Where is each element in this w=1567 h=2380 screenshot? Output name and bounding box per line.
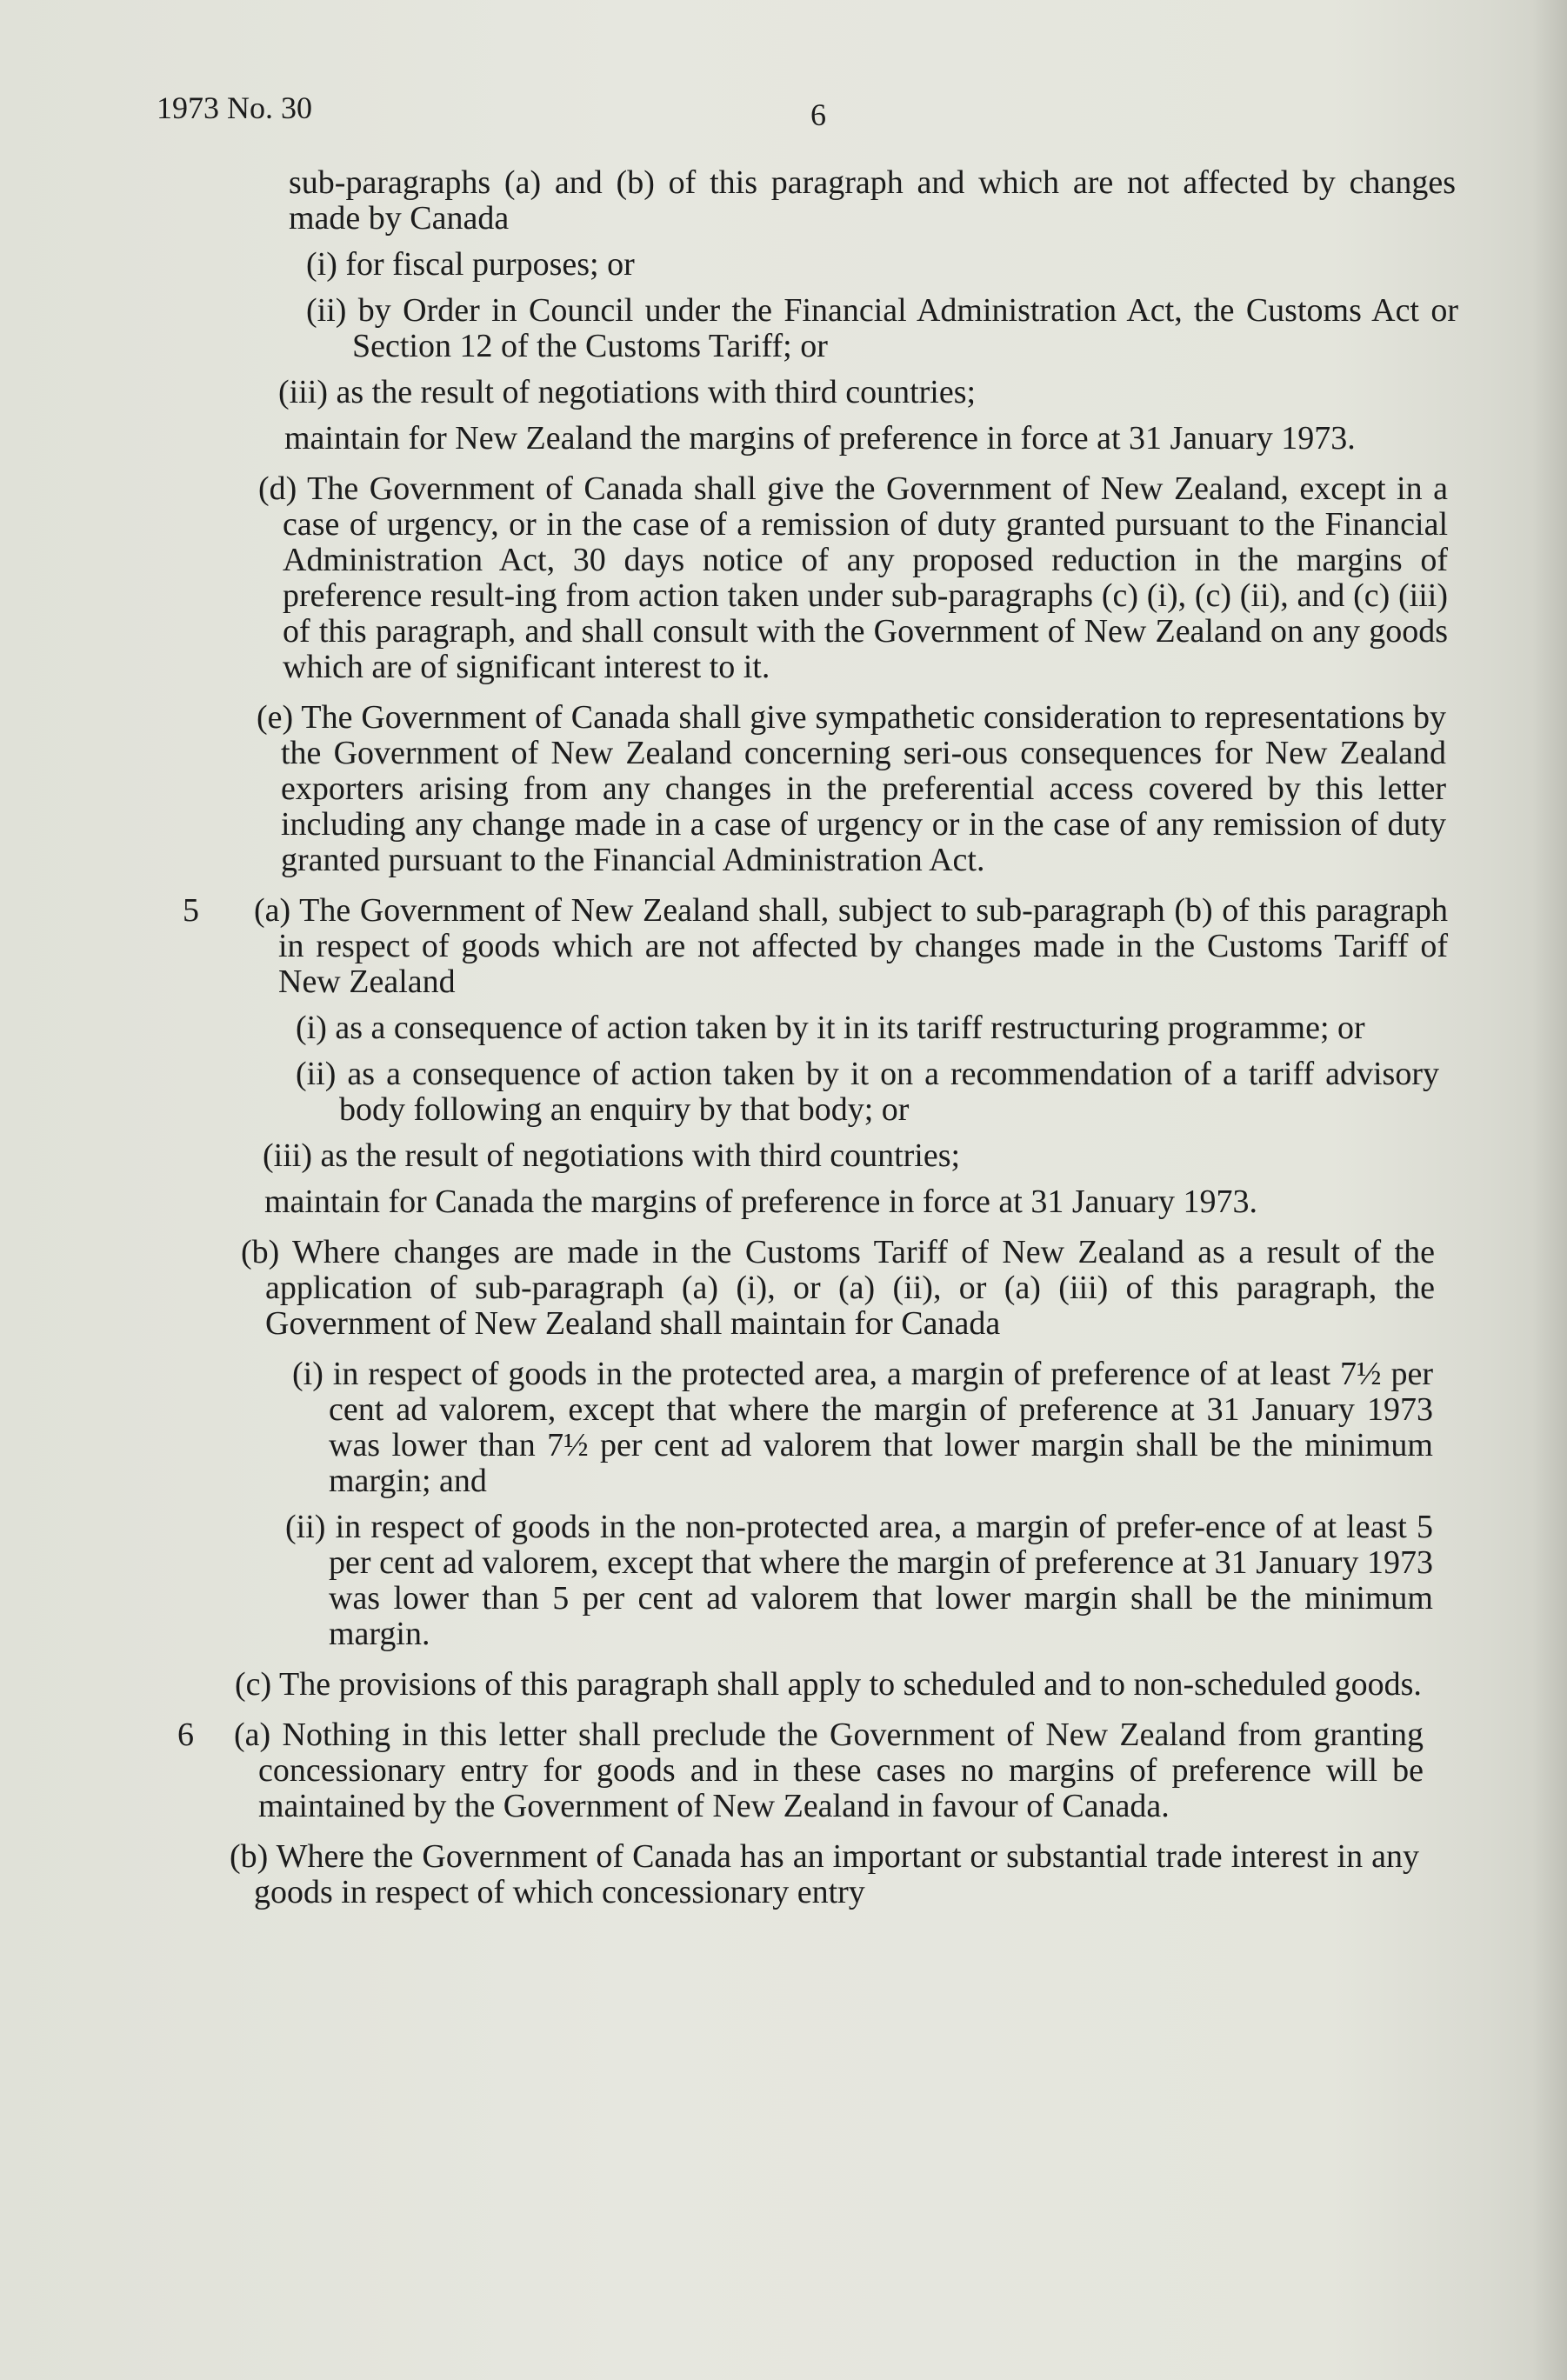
paragraph-6a — [177, 1717, 1424, 1824]
paragraph-6b: (b) Where the Government of Canada has an important or substantial trade interest in any goods in respect of which concessionary entry — [230, 1838, 1419, 1910]
page-header — [157, 90, 1463, 133]
paragraph-5a-i: (i) as a consequence of action taken by it in its tariff restructuring programme; or — [296, 1010, 1365, 1046]
paragraph-intro: sub-paragraphs (a) and (b) of this paragraph and which are not affected by changes made by Canada — [289, 164, 1456, 237]
paragraph-5a — [183, 892, 1448, 1000]
paragraph-5b-i: (i) in respect of goods in the protected area, a margin of preference of at least 7½ per cent ad valorem, except that where the margin of preference at 31 January 1973 was lower than 7½ per cent ad valorem that lower margin shall be the minimum margin; and — [292, 1356, 1433, 1499]
section-number-6: 6 — [177, 1717, 194, 1753]
paragraph-5a-ii: (ii) as a consequence of action taken by it on a recommendation of a tariff advisory body following an enquiry by that body; or — [296, 1056, 1439, 1128]
section-number-5: 5 — [183, 892, 199, 929]
paragraph-5b-ii: (ii) in respect of goods in the non-protected area, a margin of prefer-ence of at least 5 per cent ad valorem, except that where the margin of preference at 31 January 1973 was lower than 5 per cent ad valorem that lower margin shall be the minimum margin. — [285, 1509, 1433, 1652]
paragraph-5a-maintain: maintain for Canada the margins of preference in force at 31 January 1973. — [264, 1183, 1258, 1220]
paragraph-5a-iii: (iii) as the result of negotiations with third countries; — [263, 1137, 961, 1174]
statute-reference: 1973 No. 30 — [157, 90, 312, 125]
paragraph-5c: (c) The provisions of this paragraph shall apply to scheduled and to non-scheduled goods. — [235, 1666, 1422, 1703]
paragraph-c-iii: (iii) as the result of negotiations with third countries; — [278, 374, 977, 410]
paragraph-c-maintain: maintain for New Zealand the margins of preference in force at 31 January 1973. — [284, 420, 1356, 457]
paragraph-5b: (b) Where changes are made in the Customs Tariff of New Zealand as a result of the application of sub-paragraph (a) (i), or (a) (ii), or (a) (iii) of this paragraph, the Government of New Zealand shall maintain for Canada — [241, 1234, 1435, 1342]
page-number: 6 — [810, 97, 826, 132]
paragraph-4e: (e) The Government of Canada shall give sympathetic consideration to representations by the Government of New Zealand concerning seri-ous consequences for New Zealand exporters arising from any changes in the preferential access covered by this letter including any change made in a case of urgency or in the case of any remission of duty granted pursuant to the Financial Administration Act. — [257, 699, 1446, 878]
paragraph-5a-text: (a) The Government of New Zealand shall, subject to sub-paragraph (b) of this paragraph in respect of goods which are not affected by changes made in the Customs Tariff of New Zealand — [254, 892, 1448, 1000]
paragraph-6a-text: (a) Nothing in this letter shall preclude the Government of New Zealand from granting concessionary entry for goods and in these cases no margins of preference will be maintained by the Government of New Zealand in favour of Canada. — [234, 1717, 1424, 1824]
paragraph-c-i: (i) for fiscal purposes; or — [306, 246, 635, 283]
paragraph-4d: (d) The Government of Canada shall give the Government of New Zealand, except in a case of urgency, or in the case of a remission of duty granted pursuant to the Financial Administration Act, 30 days notice of any proposed reduction in the margins of preference result-ing from action taken under sub-paragraphs (c) (i), (c) (ii), and (c) (iii) of this paragraph, and shall consult with the Government of New Zealand on any goods which are of significant interest to it. — [258, 470, 1448, 685]
document-body — [157, 165, 1478, 1925]
paragraph-c-ii: (ii) by Order in Council under the Financial Administration Act, the Customs Act or Section 12 of the Customs Tariff; or — [306, 292, 1458, 364]
